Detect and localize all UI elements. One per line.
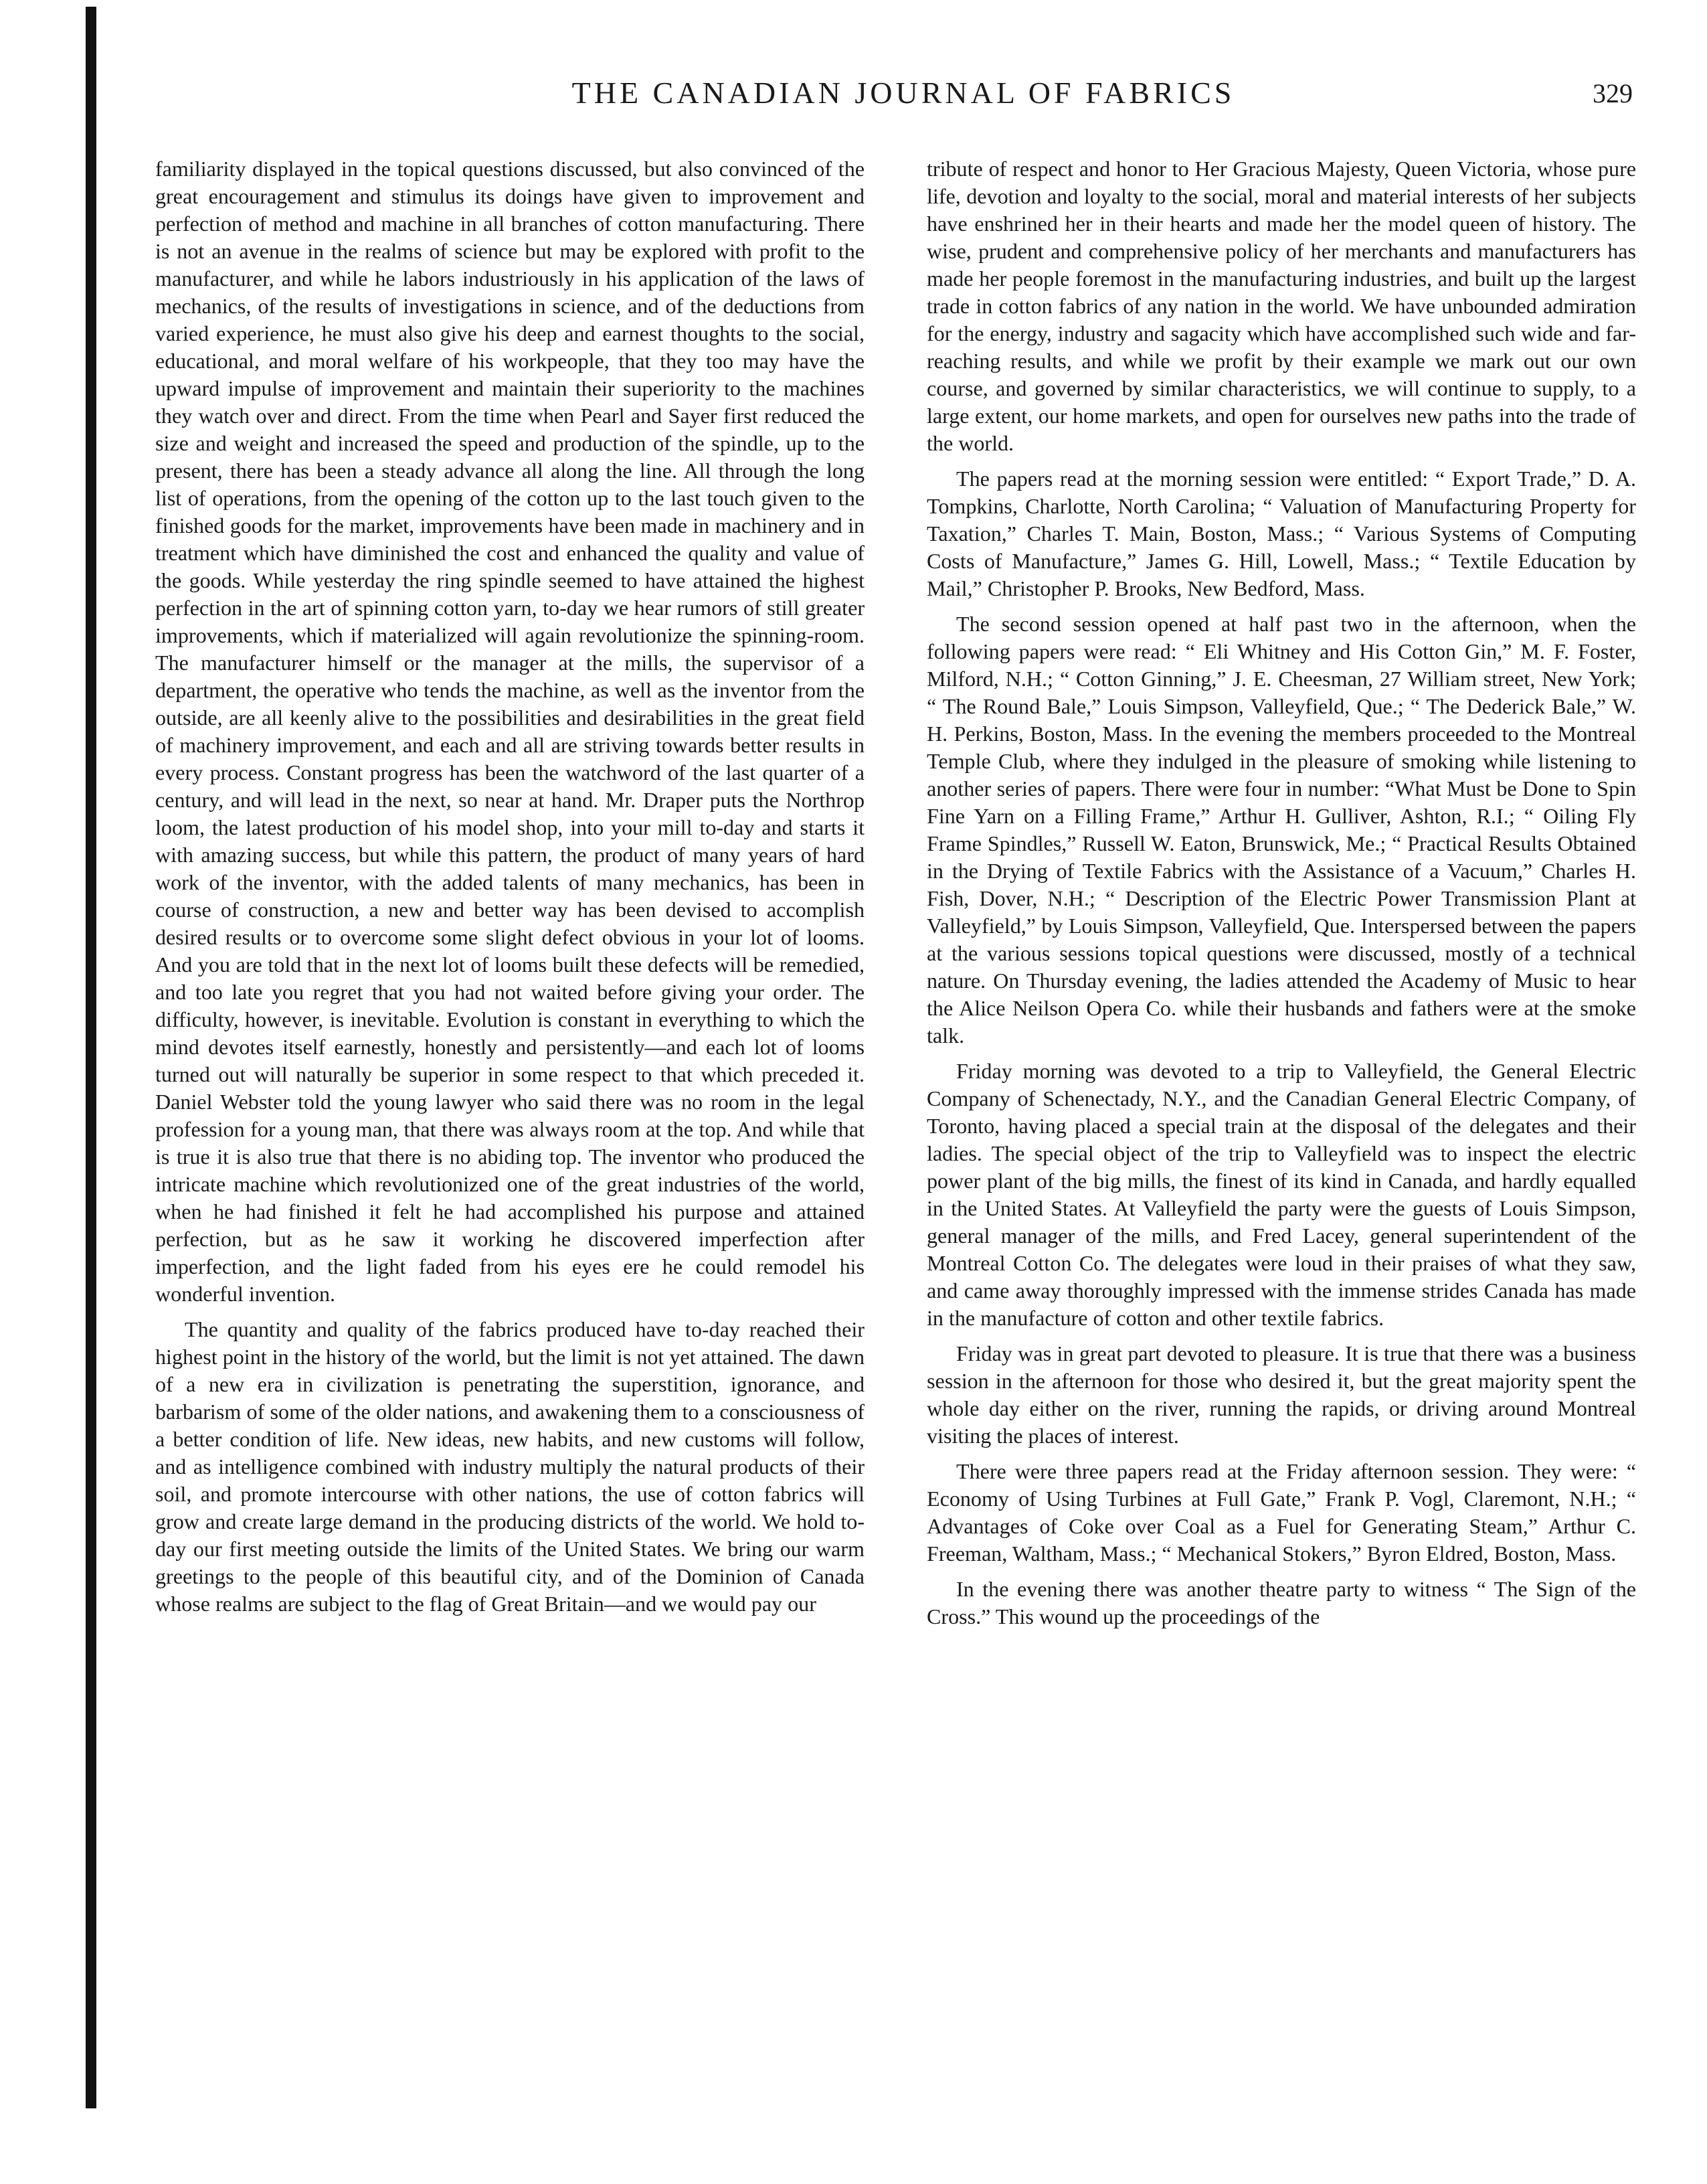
paragraph: The quantity and quality of the fabrics produced have to-day reached their highest point in the history of the world, but the limit is not yet attained. The dawn of a new era in civilization is penetrating the superstition, ignorance, and barbarism of some of the older nations, and awakening them to a consciousness of a better condition of life. New ideas, new habits, and new customs will follow, and as intelligence combined with industry multiply the natural products of their soil, and promote intercourse with other nations, the use of cotton fabrics will grow and create large demand in the producing districts of the world. We hold to-day our first meeting outside the limits of the United States. We bring our warm greetings to the people of this beautiful city, and of the Dominion of Canada whose realms are subject to the flag of Great Britain—and we would pay our [155, 1317, 865, 1616]
paragraph: The papers read at the morning session were entitled: “ Export Trade,” D. A. Tompkins, Charlotte, North Carolina; “ Valuation of Manufacturing Property for Taxation,” Charles T. Main, Boston, Mass.; “ Various Systems of Computing Costs of Manufacture,” James G. Hill, Lowell, Mass.; “ Textile Education by Mail,” Christopher P. Brooks, New Bedford, Mass. [927, 467, 1636, 600]
paragraph: There were three papers read at the Friday afternoon session. They were: “ Economy of Using Turbines at Full Gate,” Frank P. Vogl, Claremont, N.H.; “ Advantages of Coke over Coal as a Fuel for Generating Steam,” Arthur C. Freeman, Waltham, Mass.; “ Mechanical Stokers,” Byron Eldred, Boston, Mass. [927, 1459, 1636, 1566]
paragraph: The second session opened at half past two in the afternoon, when the following papers were read: “ Eli Whitney and His Cotton Gin,” M. F. Foster, Milford, N.H.; “ Cotton Ginning,” J. E. Cheesman, 27 William street, New York; “ The Round Bale,” Louis Simpson, Valleyfield, Que.; “ The Dederick Bale,” W. H. Perkins, Boston, Mass. In the evening the members proceeded to the Montreal Temple Club, where they indulged in the pleasure of smoking while listening to another series of papers. There were four in number: “What Must be Done to Spin Fine Yarn on a Filling Frame,” Arthur H. Gulliver, Ashton, R.I.; “ Oiling Fly Frame Spindles,” Russell W. Eaton, Brunswick, Me.; “ Practical Results Obtained in the Drying of Textile Fabrics with the Assistance of a Vacuum,” Charles H. Fish, Dover, N.H.; “ Description of the Electric Power Transmission Plant at Valleyfield,” by Louis Simpson, Valleyfield, Que. Interspersed between the papers at the various sessions topical questions were discussed, mostly of a technical nature. On Thursday evening, the ladies attended the Academy of Music to hear the Alice Neilson Opera Co. while their husbands and fathers were at the smoke talk. [927, 612, 1636, 1047]
page-number: 329 [1593, 78, 1633, 108]
journal-title: THE CANADIAN JOURNAL OF FABRICS [571, 76, 1235, 110]
page-binding-edge [86, 7, 96, 2108]
paragraph: In the evening there was another theatre party to witness “ The Sign of the Cross.” This wound up the proceedings of the [927, 1577, 1636, 1628]
page-header [174, 75, 1633, 129]
text-column-right [927, 155, 1636, 2103]
paragraph: tribute of respect and honor to Her Gracious Majesty, Queen Victoria, whose pure life, devotion and loyalty to the social, moral and material interests of her subjects have enshrined her in their hearts and made her the model queen of history. The wise, prudent and comprehensive policy of her merchants and manufacturers has made her people foremost in the manufacturing industries, and built up the largest trade in cotton fabrics of any nation in the world. We have unbounded admiration for the energy, industry and sagacity which have accomplished such wide and far-reaching results, and while we profit by their example we mark out our own course, and governed by similar characteristics, we will continue to supply, to a large extent, our home markets, and open for ourselves new paths into the trade of the world. [927, 157, 1636, 455]
text-column-left [155, 155, 865, 2103]
paragraph: Friday was in great part devoted to pleasure. It is true that there was a business session in the afternoon for those who desired it, but the great majority spent the whole day either on the river, running the rapids, or driving around Montreal visiting the places of interest. [927, 1341, 1636, 1448]
paragraph: familiarity displayed in the topical questions discussed, but also convinced of the great encouragement and stimulus its doings have given to improvement and perfection of method and machine in all branches of cotton manufacturing. There is not an avenue in the realms of science but may be explored with profit to the manufacturer, and while he labors industriously in his application of the laws of mechanics, of the results of investigations in science, and of the deductions from varied experience, he must also give his deep and earnest thoughts to the social, educational, and moral welfare of his workpeople, that they too may have the upward impulse of improvement and maintain their superiority to the machines they watch over and direct. From the time when Pearl and Sayer first reduced the size and weight and increased the speed and production of the spindle, up to the present, there has been a steady advance all along the line. All through the long list of operations, from the opening of the cotton up to the last touch given to the finished goods for the market, improvements have been made in machinery and in treatment which have diminished the cost and enhanced the quality and value of the goods. While yesterday the ring spindle seemed to have attained the highest perfection in the art of spinning cotton yarn, to-day we hear rumors of still greater improvements, which if materialized will again revolutionize the spinning-room. The manufacturer himself or the manager at the mills, the supervisor of a department, the operative who tends the machine, as well as the inventor from the outside, are all keenly alive to the possibilities and desirabilities in the great field of machinery improvement, and each and all are striving towards better results in every process. Constant progress has been the watchword of the last quarter of a century, and will lead in the next, so near at hand. Mr. Draper puts the Northrop loom, the latest production of his model shop, into your mill to-day and starts it with amazing success, but while this pattern, the product of many years of hard work of the inventor, with the added talents of many mechanics, has been in course of construction, a new and better way has been devised to accomplish desired results or to overcome some slight defect obvious in your lot of looms. And you are told that in the next lot of looms built these defects will be remedied, and too late you regret that you had not waited before giving your order. The difficulty, however, is inevitable. Evolution is constant in everything to which the mind devotes itself earnestly, honestly and persistently—and each lot of looms turned out will naturally be superior in some respect to that which preceded it. Daniel Webster told the young lawyer who said there was no room in the legal profession for a young man, that there was always room at the top. And while that is true it is also true that there is no abiding top. The inventor who produced the intricate machine which revolutionized one of the great industries of the world, when he had finished it felt he had accomplished his purpose and attained perfection, but as he saw it working he discovered imperfection after imperfection, and the light faded from his eyes ere he could remodel his wonderful invention. [155, 157, 865, 1306]
paragraph: Friday morning was devoted to a trip to Valleyfield, the General Electric Company of Schenectady, N.Y., and the Canadian General Electric Company, of Toronto, having placed a special train at the disposal of the delegates and their ladies. The special object of the trip to Valleyfield was to inspect the electric power plant of the big mills, the finest of its kind in Canada, and hardly equalled in the United States. At Valleyfield the party were the guests of Louis Simpson, general manager of the mills, and Fred Lacey, general superintendent of the Montreal Cotton Co. The delegates were loud in their praises of what they saw, and came away thoroughly impressed with the immense strides Canada has made in the manufacture of cotton and other textile fabrics. [927, 1059, 1636, 1330]
